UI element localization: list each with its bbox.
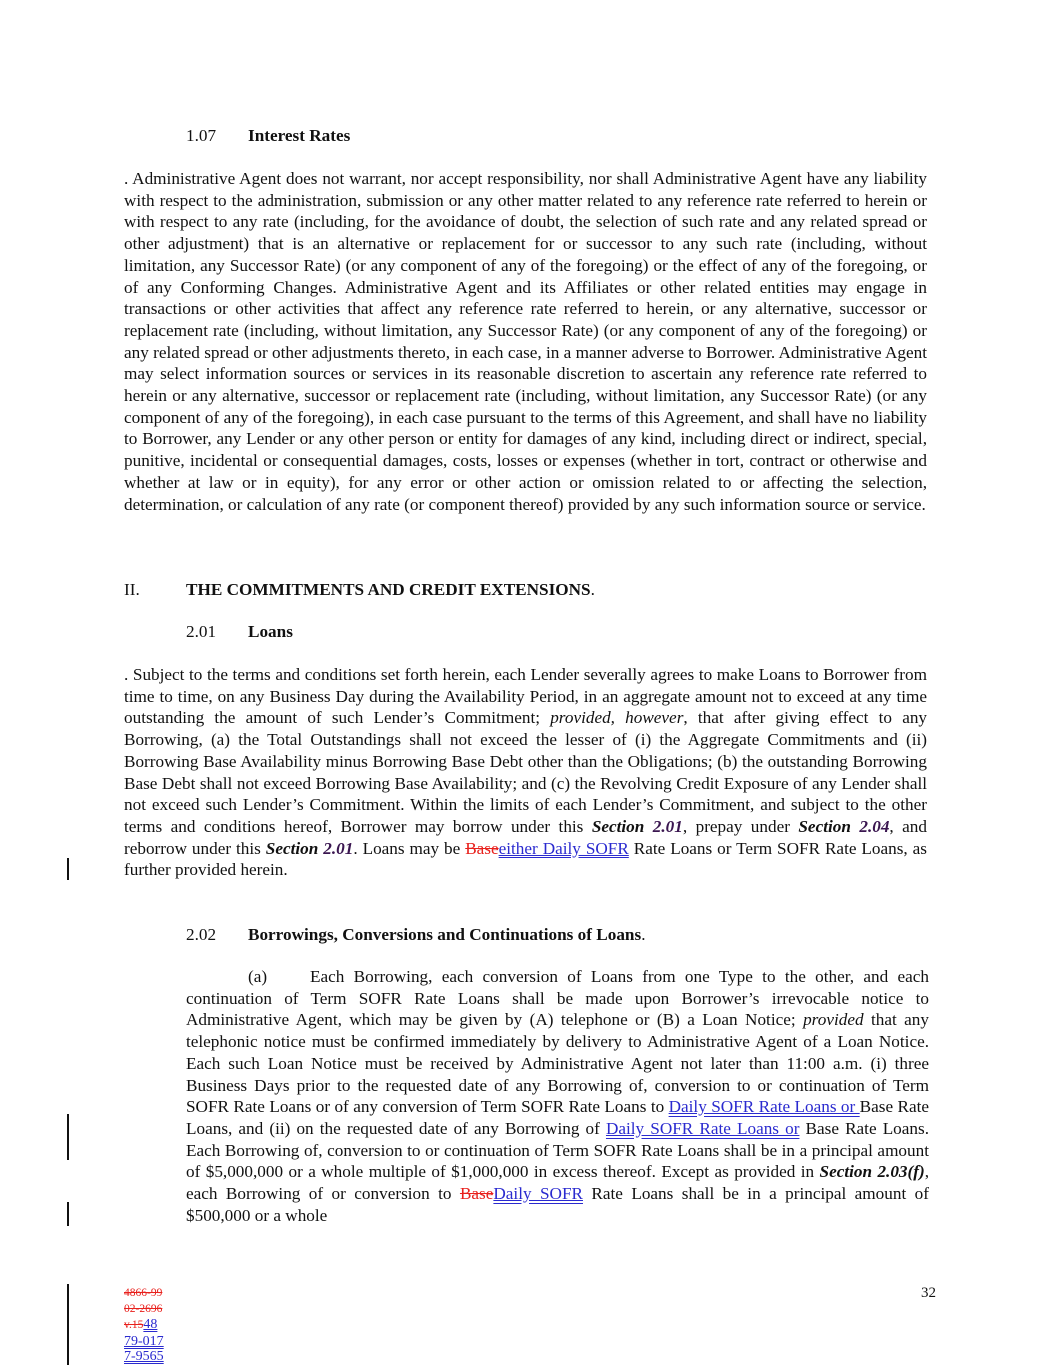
section-title-suffix: .: [641, 925, 646, 944]
text-run: Rate Loans shall be in a principal amount of $500,000 or a whole: [186, 1184, 929, 1225]
text-run: , prepay under: [682, 816, 799, 836]
document-id: [124, 1286, 164, 1365]
text-run: , that after giving effect to any Borrowing, (a) the Total Outstandings shall not exceed the lesser of (i) the Aggregate Commitments and (ii) Borrowing Base Availability minus Borrowing Base Debt other than the Obligations; (b) the outstanding Borrowing Base Debt shall not exceed Borrowing Base Availability; and (c) the Revolving Credit Exposure of any Lender shall not exceed such Lender’s Commitment. Within the limits of each Lender’s Commitment, and subject to the other terms and conditions hereof, Borrower may borrow under this: [124, 708, 928, 836]
inserted-text: Daily SOFR: [493, 1184, 583, 1204]
provided-italic: provided: [803, 1010, 864, 1030]
article-title-suffix: .: [590, 580, 595, 599]
page-number: 32: [921, 1285, 936, 1301]
section-ref-2-01[interactable]: [266, 839, 354, 858]
ref-label: Section: [265, 838, 324, 858]
clause-label: (a): [248, 967, 268, 986]
paragraph: [124, 664, 927, 881]
ref-number: 2.01: [323, 838, 354, 858]
ref-number: 2.04: [859, 816, 890, 836]
text-run: , each Borrowing of or conversion to: [186, 1162, 929, 1204]
article-number: II.: [124, 580, 140, 599]
text-run: Each Borrowing, each conversion of Loans from one Type to the other, and each continuation of Term SOFR Rate Loans shall be made upon Borrower’s irrevocable notice to Administrative Agent, which may be given by (A) telephone or (B) a Loan Notice;: [186, 967, 929, 1030]
change-bar: [67, 1114, 69, 1160]
section-ref-2-01[interactable]: [592, 817, 683, 836]
inserted-text: either Daily SOFR: [498, 838, 629, 858]
change-bar: [67, 858, 69, 880]
ref-number: 2.01: [652, 816, 683, 836]
section-1-07-body: [124, 168, 927, 515]
text-run: Rate Loans or Term SOFR Rate Loans, as further provided herein.: [124, 838, 927, 880]
article-heading-ii: [124, 579, 595, 601]
section-2-01-body: [124, 664, 927, 881]
section-heading-2-01: [186, 621, 293, 643]
inserted-text: Daily SOFR Rate Loans or: [605, 1118, 800, 1138]
section-ref-2-03-f[interactable]: Section 2.03(f): [819, 1162, 925, 1182]
text-run: , and reborrow under this: [124, 816, 927, 858]
text-run: Base Rate Loans, and (ii) on the requested date of any Borrowing of: [186, 1097, 929, 1138]
section-heading-2-02: [186, 924, 645, 946]
inserted-doc-id: 48: [143, 1317, 158, 1332]
text-run: . Loans may be: [353, 838, 466, 858]
section-title: Loans: [248, 622, 293, 641]
paragraph: . Administrative Agent does not warrant, nor accept responsibility, nor shall Administrative Agent have any liability with respect to the administration, submission or any other matter related to any reference rate referred to herein or with respect to any rate (including, for the avoidance of doubt, the selection of such rate and any related spread or other adjustment) that is an alternative or replacement for or successor to any such rate (including, without limitation, any Successor Rate) (or any component of any of the foregoing) or the effect of any of the foregoing, or of any Conforming Changes. Administrative Agent and its Affiliates or other related entities may engage in transactions or other activities that affect any reference rate referred to herein, or any alternative, successor or replacement rate (including, without limitation, any Successor Rate) (or any component of any of the foregoing) or any related spread or other adjustments thereto, in each case, in a manner adverse to Borrower. Administrative Agent may select information sources or services in its reasonable discretion to ascertain any reference rate referred to herein or any alternative, successor or replacement rate (including, without limitation, any Successor Rate) (or any component of any of the foregoing), in each case pursuant to the terms of this Agreement, and shall have no liability to Borrower, any Lender or any other person or entity for damages of any kind, including direct or indirect, special, punitive, incidental or consequential damages, costs, losses or expenses (whether in tort, contract or otherwise and whether at law or in equity), for any error or other action or omission related to or affecting the selection, determination, or calculation of any rate (or component thereof) provided by any such information source or service.: [124, 169, 927, 514]
section-number: 1.07: [186, 126, 217, 145]
section-heading-1-07: [186, 125, 350, 147]
section-number: 2.01: [186, 622, 217, 641]
provided-however-italic: provided, however: [550, 708, 684, 728]
deleted-doc-id: 4866-99: [124, 1287, 163, 1299]
article-title: THE COMMITMENTS AND CREDIT EXTENSIONS: [186, 580, 591, 599]
section-title: Interest Rates: [248, 126, 351, 145]
change-bar: [67, 1284, 69, 1365]
deleted-text: Base: [459, 1184, 494, 1204]
inserted-doc-id: 79-017: [124, 1333, 164, 1349]
section-ref-2-04[interactable]: [798, 817, 889, 836]
inserted-doc-id: 7-9565: [124, 1349, 164, 1364]
section-2-02-a-body: [186, 966, 929, 1226]
deleted-text: Base: [465, 838, 499, 858]
change-bar: [67, 1202, 69, 1226]
inserted-text: Daily SOFR Rate Loans or: [668, 1097, 860, 1117]
text-run: that any telephonic notice must be confirmed immediately by delivery to Administrative Agent of a Loan Notice. Each such Loan Notice must be received by Administrative Agent not later than 11:00 a.m. (i) three Business Days prior to the requested date of any Borrowing of, conversion to or continuation of Term SOFR Rate Loans or of any conversion of Term SOFR Rate Loans to: [186, 1010, 929, 1117]
ref-label: Section: [798, 816, 860, 836]
section-number: 2.02: [186, 925, 217, 944]
section-title: Borrowings, Conversions and Continuations of Loans: [248, 925, 642, 944]
ref-label: Section: [591, 816, 653, 836]
deleted-doc-id: 02-2696: [124, 1302, 163, 1315]
text-run: . Subject to the terms and conditions set forth herein, each Lender severally agrees to make Loans to Borrower from time to time, on any Business Day during the Availability Period, in an aggregate amount not to exceed at any time outstanding the amount of such Lender’s Commitment;: [124, 665, 927, 728]
text-run: Base Rate Loans. Each Borrowing of, conversion to or continuation of Term SOFR Rate Loans shall be in a principal amount of $5,000,000 or a whole multiple of $1,000,000 in excess thereof. Except as provided in: [186, 1118, 929, 1182]
deleted-doc-id: v.15: [124, 1319, 144, 1331]
paragraph: [186, 966, 929, 1226]
